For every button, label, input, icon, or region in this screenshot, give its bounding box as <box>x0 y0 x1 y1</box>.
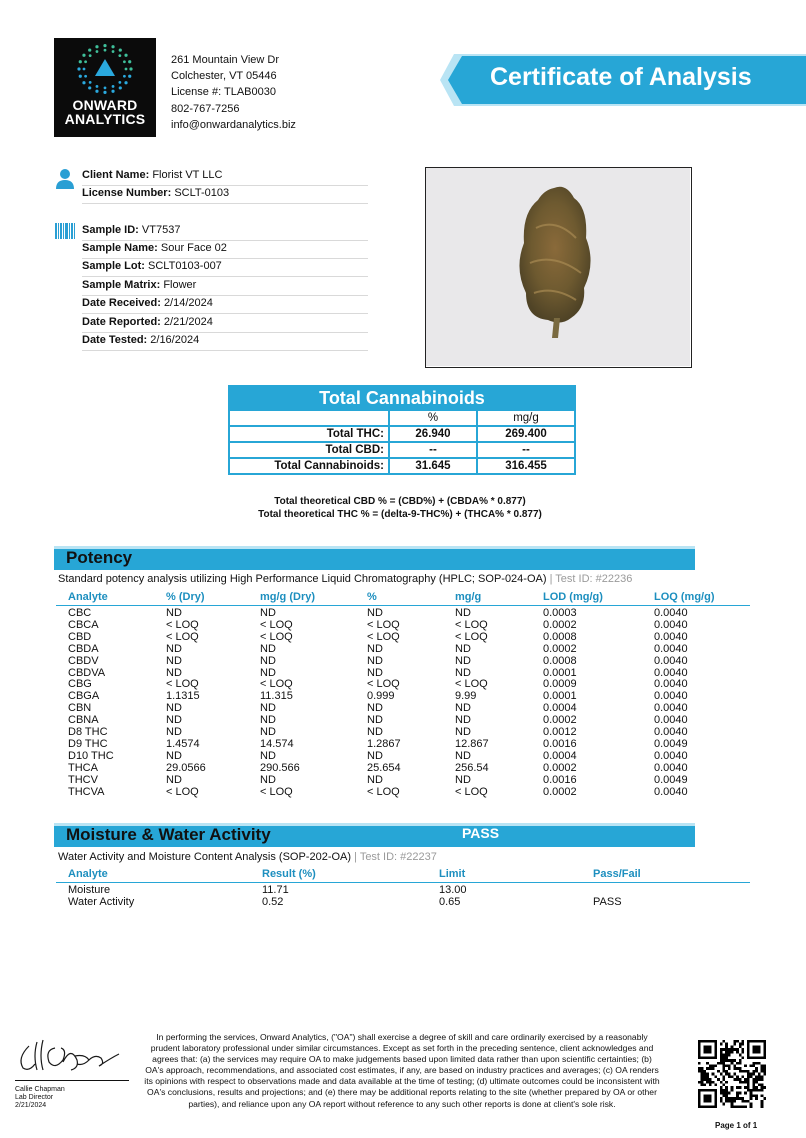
potency-mg-dry: ND <box>260 607 276 619</box>
potency-mg: ND <box>455 607 471 619</box>
potency-analyte: CBGA <box>68 690 100 703</box>
potency-table <box>56 591 750 801</box>
signer-title: Lab Director <box>15 1094 54 1101</box>
potency-pct: 0.999 <box>367 690 395 703</box>
potency-mg: ND <box>455 702 471 715</box>
potency-mg: ND <box>455 666 471 679</box>
signer-info <box>15 1086 65 1110</box>
potency-mg: ND <box>455 654 471 667</box>
potency-analyte: D9 THC <box>68 737 108 750</box>
potency-mg-dry: ND <box>260 654 276 667</box>
water-activity-pass-fail: PASS <box>593 896 622 908</box>
address-line: 261 Mountain View Dr <box>171 54 280 66</box>
potency-lod: 0.0002 <box>543 618 577 631</box>
onward-analytics-logo <box>54 38 156 137</box>
table-row <box>56 884 750 896</box>
page-title: Certificate of Analysis <box>490 63 752 91</box>
sample-matrix-label: Sample Matrix: <box>82 279 161 291</box>
tc-row-label: Total Cannabinoids: <box>229 458 389 474</box>
potency-mg-dry: 290.566 <box>260 761 300 774</box>
date-reported-label: Date Reported: <box>82 316 161 328</box>
potency-loq: 0.0040 <box>654 714 688 727</box>
sample-matrix-row <box>82 277 368 296</box>
total-cannabinoids-title: Total Cannabinoids <box>228 385 576 409</box>
table-row <box>56 786 750 798</box>
table-row <box>56 750 750 762</box>
potency-loq: 0.0040 <box>654 690 688 703</box>
potency-mg: ND <box>455 642 471 655</box>
potency-lod: 0.0002 <box>543 642 577 655</box>
potency-mg-dry: < LOQ <box>260 678 293 691</box>
barcode-icon <box>55 223 75 239</box>
potency-pct-dry: < LOQ <box>166 678 199 691</box>
potency-loq: 0.0040 <box>654 618 688 631</box>
potency-mg-dry: ND <box>260 666 276 679</box>
col-loq: LOQ (mg/g) <box>654 591 715 603</box>
potency-pct-dry: ND <box>166 773 182 786</box>
moisture-result: 11.71 <box>262 884 289 896</box>
potency-pct-dry: 29.0566 <box>166 761 206 774</box>
table-row <box>56 726 750 738</box>
date-tested-value: 2/16/2024 <box>150 334 200 346</box>
date-reported-value: 2/21/2024 <box>163 316 213 328</box>
table-row <box>56 690 750 702</box>
sample-name-value: Sour Face 02 <box>160 242 227 254</box>
table-row <box>56 738 750 750</box>
potency-lod: 0.0002 <box>543 714 577 727</box>
tc-row-mg: -- <box>477 442 575 458</box>
potency-loq: 0.0040 <box>654 630 688 643</box>
sample-id-value: VT7537 <box>141 224 181 236</box>
potency-pct: ND <box>367 654 383 667</box>
table-row <box>56 619 750 631</box>
potency-analyte: D10 THC <box>68 749 114 762</box>
potency-analyte: CBCA <box>68 618 99 631</box>
potency-loq: 0.0040 <box>654 607 688 619</box>
potency-pct-dry: 1.4574 <box>166 737 200 750</box>
potency-pct: < LOQ <box>367 618 400 631</box>
moisture-method: Water Activity and Moisture Content Analysis (SOP-202-OA) <box>58 851 352 863</box>
sample-lot-value: SCLT0103-007 <box>148 260 222 272</box>
person-icon <box>55 168 75 190</box>
potency-pct: ND <box>367 666 383 679</box>
table-row <box>56 643 750 655</box>
potency-analyte: THCVA <box>68 785 105 798</box>
potency-loq: 0.0040 <box>654 654 688 667</box>
page-number: Page 1 of 1 <box>715 1121 758 1130</box>
license-number-label: License Number: <box>82 187 172 199</box>
signature-line <box>15 1080 129 1081</box>
tc-row-pct: 31.645 <box>389 458 477 474</box>
potency-pct: < LOQ <box>367 678 400 691</box>
col-result: Result (%) <box>262 868 316 880</box>
address-line: Colchester, VT 05446 <box>171 70 277 83</box>
potency-mg-dry: 14.574 <box>260 737 294 750</box>
sample-matrix-value: Flower <box>163 279 197 291</box>
potency-mg: 9.99 <box>455 690 477 703</box>
potency-mg: < LOQ <box>455 618 488 631</box>
tc-row-mg: 269.400 <box>477 426 575 442</box>
potency-loq: 0.0040 <box>654 785 688 798</box>
potency-mg: < LOQ <box>455 630 488 643</box>
potency-loq: 0.0040 <box>654 642 688 655</box>
date-reported-row <box>82 314 368 333</box>
potency-mg: ND <box>455 726 471 738</box>
logo-text-line2: ANALYTICS <box>64 111 146 127</box>
col-mg: mg/g <box>455 591 482 603</box>
potency-mg-dry: ND <box>260 726 276 738</box>
date-received-label: Date Received: <box>82 297 161 309</box>
sign-date: 2/21/2024 <box>15 1102 47 1109</box>
col-pct-dry: % (Dry) <box>166 591 205 603</box>
qr-code-icon[interactable] <box>698 1040 766 1108</box>
lab-address <box>171 52 296 133</box>
date-received-value: 2/14/2024 <box>163 297 213 309</box>
potency-mg: ND <box>455 749 471 762</box>
col-analyte: Analyte <box>68 868 108 880</box>
potency-analyte: CBD <box>68 630 92 643</box>
table-row <box>56 678 750 690</box>
sample-name-label: Sample Name: <box>82 242 158 254</box>
potency-mg-dry: < LOQ <box>260 785 293 798</box>
potency-pct: ND <box>367 642 383 655</box>
legal-disclaimer: In performing the services, Onward Analytics, ("OA") shall exercise a degree of skill and care ordinarily exercised by a reasonably prudent laboratory professional under similar circumstances. Except as set forth in the preceding sentence, client acknowledges and agrees that: (a) the services may require OA to make judgements based upon limited data rather than upon scientific certainties; (b) OA's approach, recommendations, and associated cost estimates, if any, are based on industry practices and averages; (c) OA renders its opinions with respect to observations made and data available at the time of testing; (d) ultimate outcomes could be inconsistent with OA's conclusions, results and projections; and (e) there may be additional reports relating to the site (whether prepared by OA or other parties), and reliance upon any OA report without reference to any such other reports is done at client's sole risk. <box>144 1032 660 1109</box>
potency-loq: 0.0049 <box>654 737 688 750</box>
potency-analyte: CBDVA <box>68 666 106 679</box>
potency-mg: 256.54 <box>455 761 489 774</box>
potency-analyte: CBC <box>68 607 92 619</box>
potency-lod: 0.0001 <box>543 690 577 703</box>
client-name-value: Florist VT LLC <box>152 169 223 181</box>
potency-lod: 0.0002 <box>543 761 577 774</box>
potency-mg-dry: < LOQ <box>260 630 293 643</box>
potency-lod: 0.0008 <box>543 630 577 643</box>
sample-lot-label: Sample Lot: <box>82 260 145 272</box>
potency-pct-dry: ND <box>166 702 182 715</box>
potency-pct-dry: < LOQ <box>166 630 199 643</box>
tc-row-pct: -- <box>389 442 477 458</box>
potency-pct: 25.654 <box>367 761 401 774</box>
potency-pct: ND <box>367 773 383 786</box>
potency-pct: ND <box>367 607 383 619</box>
potency-title: Potency <box>66 548 133 567</box>
potency-lod: 0.0009 <box>543 678 577 691</box>
date-received-row <box>82 295 368 314</box>
total-cannabinoids-table <box>228 385 576 475</box>
potency-mg-dry: ND <box>260 714 276 727</box>
potency-analyte: THCA <box>68 761 98 774</box>
sample-photo <box>425 167 692 368</box>
moisture-table <box>56 868 750 912</box>
potency-lod: 0.0008 <box>543 654 577 667</box>
potency-mg: 12.867 <box>455 737 489 750</box>
potency-mg-dry: ND <box>260 702 276 715</box>
col-pct: % <box>367 591 377 603</box>
potency-loq: 0.0040 <box>654 726 688 738</box>
potency-lod: 0.0012 <box>543 726 577 738</box>
water-activity-analyte: Water Activity <box>68 896 135 908</box>
potency-lod: 0.0002 <box>543 785 577 798</box>
tc-col-pct: % <box>389 410 477 426</box>
potency-lod: 0.0016 <box>543 737 577 750</box>
license-number-row <box>82 185 368 204</box>
potency-analyte: CBG <box>68 678 92 691</box>
potency-loq: 0.0040 <box>654 702 688 715</box>
col-mg-dry: mg/g (Dry) <box>260 591 315 603</box>
thc-formula: Total theoretical THC % = (delta-9-THC%) + (THCA% * 0.877) <box>258 509 542 520</box>
tc-row-pct: 26.940 <box>389 426 477 442</box>
table-row <box>56 762 750 774</box>
signature-image <box>15 1036 125 1076</box>
potency-loq: 0.0049 <box>654 773 688 786</box>
potency-lod: 0.0004 <box>543 749 577 762</box>
potency-section-bar <box>54 546 695 570</box>
table-row <box>56 702 750 714</box>
sample-id-row <box>82 222 368 241</box>
potency-pct-dry: ND <box>166 607 182 619</box>
logo-text-line1: ONWARD <box>72 97 138 113</box>
date-tested-row <box>82 332 368 351</box>
potency-analyte: THCV <box>68 773 98 786</box>
potency-lod: 0.0003 <box>543 607 577 619</box>
potency-mg-dry: ND <box>260 773 276 786</box>
potency-loq: 0.0040 <box>654 761 688 774</box>
potency-mg-dry: ND <box>260 749 276 762</box>
signer-name: Callie Chapman <box>15 1086 65 1093</box>
col-lod: LOD (mg/g) <box>543 591 603 603</box>
water-activity-limit: 0.65 <box>439 896 461 908</box>
potency-mg: ND <box>455 714 471 727</box>
potency-pct-dry: ND <box>166 642 182 655</box>
potency-analyte: D8 THC <box>68 726 108 738</box>
potency-mg-dry: ND <box>260 642 276 655</box>
client-name-row <box>82 167 368 186</box>
moisture-title: Moisture & Water Activity <box>66 825 271 844</box>
potency-mg-dry: < LOQ <box>260 618 293 631</box>
potency-pct-dry: 1.1315 <box>166 690 200 703</box>
potency-loq: 0.0040 <box>654 749 688 762</box>
potency-pct: 1.2867 <box>367 737 401 750</box>
potency-description <box>58 573 632 585</box>
potency-pct-dry: ND <box>166 749 182 762</box>
potency-analyte: CBN <box>68 702 92 715</box>
water-activity-result: 0.52 <box>262 896 284 908</box>
tc-row-label: Total CBD: <box>229 442 389 458</box>
potency-loq: 0.0040 <box>654 666 688 679</box>
email-link[interactable]: info@onwardanalytics.biz <box>171 118 296 131</box>
col-pass-fail: Pass/Fail <box>593 868 641 880</box>
col-limit: Limit <box>439 868 466 880</box>
license-line: License #: TLAB0030 <box>171 86 276 99</box>
potency-pct: < LOQ <box>367 785 400 798</box>
cannabis-flower-image <box>426 168 690 366</box>
license-number-value: SCLT-0103 <box>174 187 230 199</box>
potency-pct: ND <box>367 714 383 727</box>
potency-pct-dry: < LOQ <box>166 618 199 631</box>
tc-row-label: Total THC: <box>229 426 389 442</box>
table-row <box>56 607 750 619</box>
potency-lod: 0.0016 <box>543 773 577 786</box>
sample-lot-row <box>82 258 368 277</box>
moisture-table-header <box>56 868 750 883</box>
moisture-status-badge: PASS <box>462 825 500 841</box>
potency-mg: < LOQ <box>455 678 488 691</box>
potency-mg: ND <box>455 773 471 786</box>
potency-pct-dry: < LOQ <box>166 785 199 798</box>
potency-pct: ND <box>367 749 383 762</box>
date-tested-label: Date Tested: <box>82 334 148 346</box>
logo-dots-icon <box>54 38 156 98</box>
table-row <box>56 631 750 643</box>
potency-pct-dry: ND <box>166 654 182 667</box>
potency-table-header <box>56 591 750 606</box>
client-name-label: Client Name: <box>82 169 150 181</box>
table-row <box>56 655 750 667</box>
potency-method: Standard potency analysis utilizing High Performance Liquid Chromatography (HPLC; SOP-024-OA) <box>58 573 547 585</box>
table-row <box>56 896 750 908</box>
moisture-limit: 13.00 <box>439 884 467 896</box>
table-row <box>56 774 750 786</box>
tc-row-mg: 316.455 <box>477 458 575 474</box>
potency-analyte: CBDA <box>68 642 99 655</box>
sample-id-label: Sample ID: <box>82 224 139 236</box>
potency-pct: ND <box>367 702 383 715</box>
potency-mg-dry: 11.315 <box>260 690 293 703</box>
potency-pct: ND <box>367 726 383 738</box>
potency-test-id: | Test ID: #22236 <box>546 573 633 585</box>
potency-lod: 0.0001 <box>543 666 577 679</box>
table-row <box>56 714 750 726</box>
moisture-description <box>58 851 437 863</box>
sample-name-row <box>82 240 368 259</box>
moisture-test-id: | Test ID: #22237 <box>351 851 437 863</box>
potency-pct-dry: ND <box>166 726 182 738</box>
col-analyte: Analyte <box>68 591 108 603</box>
potency-lod: 0.0004 <box>543 702 577 715</box>
moisture-analyte: Moisture <box>68 884 111 896</box>
phone-line: 802-767-7256 <box>171 102 240 115</box>
potency-mg: < LOQ <box>455 785 488 798</box>
potency-pct-dry: ND <box>166 714 182 727</box>
cbd-formula: Total theoretical CBD % = (CBD%) + (CBDA% * 0.877) <box>274 496 526 507</box>
potency-loq: 0.0040 <box>654 678 688 691</box>
potency-pct: < LOQ <box>367 630 400 643</box>
table-row <box>56 667 750 679</box>
potency-pct-dry: ND <box>166 666 182 679</box>
tc-col-mg: mg/g <box>477 410 575 426</box>
potency-analyte: CBDV <box>68 654 99 667</box>
potency-analyte: CBNA <box>68 714 99 727</box>
tc-corner <box>229 410 389 426</box>
